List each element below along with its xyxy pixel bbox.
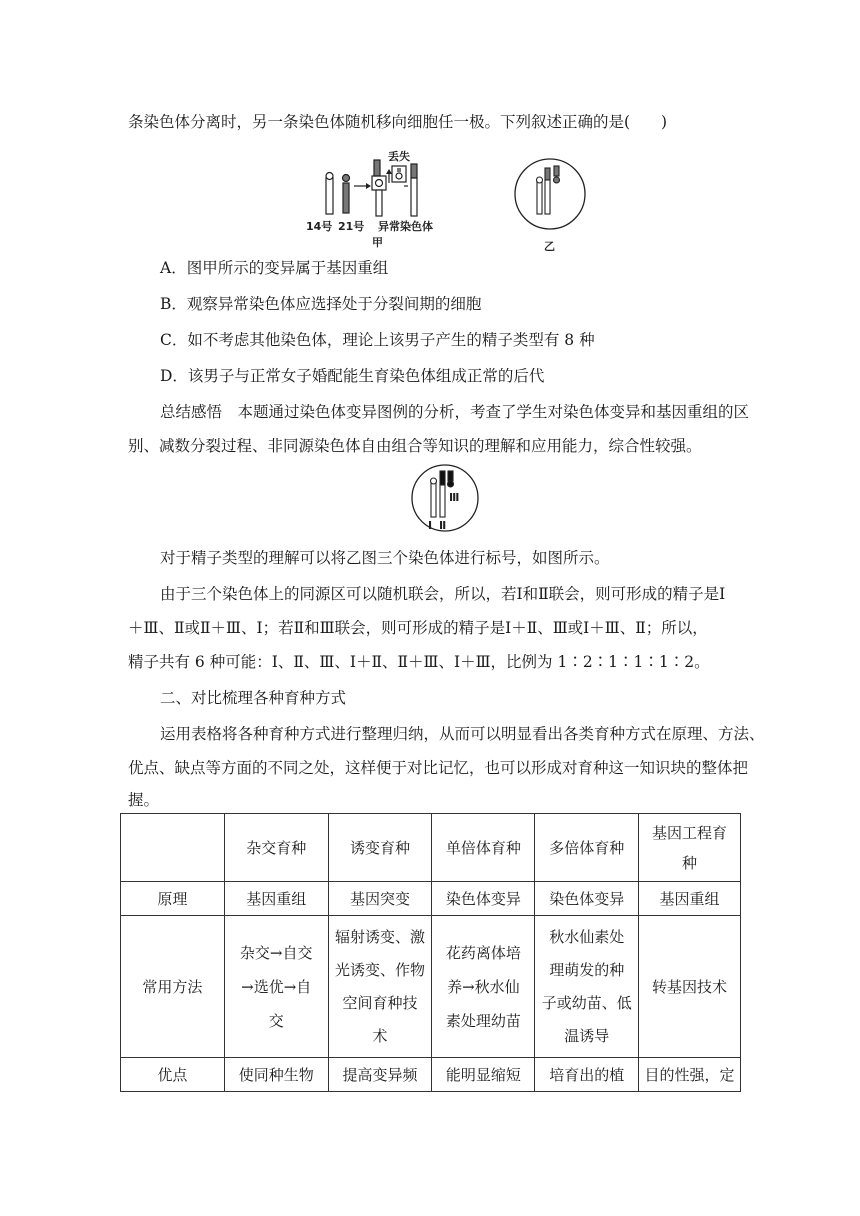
header-polyploid: 多倍体育种 — [535, 814, 639, 882]
option-a: A．图甲所示的变异属于基因重组 — [160, 259, 389, 277]
option-b: B．观察异常染色体应选择处于分裂间期的细胞 — [160, 295, 482, 313]
header-mutation: 诱变育种 — [328, 814, 432, 882]
section-para-3: 握。 — [128, 791, 160, 809]
cell: 使同种生物 — [224, 1058, 328, 1092]
summary-line-2: 别、减数分裂过程、非同源染色体自由组合等知识的理解和应用能力，综合性较强。 — [128, 437, 702, 455]
cell: 能明显缩短 — [432, 1058, 535, 1092]
section-heading: 二、对比梳理各种育种方式 — [160, 689, 347, 707]
table-row — [121, 916, 741, 1058]
cell: 培育出的植 — [535, 1058, 639, 1092]
labeled-chromosome-figure — [408, 461, 482, 535]
row-label-principle: 原理 — [121, 882, 225, 916]
chromosome-14 — [326, 178, 333, 214]
cell: 染色体变异 — [535, 882, 639, 916]
question-stem: 条染色体分离时，另一条染色体随机移向细胞任一极。下列叙述正确的是( ) — [128, 113, 668, 131]
analysis-line-4: 精子共有 6 种可能：Ⅰ、Ⅱ、Ⅲ、Ⅰ＋Ⅱ、Ⅱ＋Ⅲ、Ⅰ＋Ⅲ，比例为 1∶2∶1∶1∶1∶2。 — [128, 653, 710, 671]
cell-method-haploid: 花药离体培 养→秋水仙 素处理幼苗 — [432, 916, 535, 1058]
row-label-advantage: 优点 — [121, 1058, 225, 1092]
section-para-2: 优点、缺点等方面的不同之处，这样便于对比记忆，也可以形成对育种这一知识块的整体把 — [128, 759, 749, 777]
label-roman-2: Ⅱ — [439, 519, 447, 532]
caption-jia: 甲 — [372, 236, 383, 249]
summary-line-1: 总结感悟 本题通过染色体变异图例的分析，考查了学生对染色体变异和基因重组的区 — [160, 403, 750, 421]
analysis-line-2: 由于三个染色体上的同源区可以随机联会，所以，若Ⅰ和Ⅱ联会，则可形成的精子是Ⅰ — [160, 585, 726, 603]
breeding-comparison-table — [120, 813, 741, 1092]
table-row — [121, 1058, 741, 1092]
row-label-method: 常用方法 — [121, 916, 225, 1058]
label-21: 21号 — [338, 220, 365, 233]
option-d: D．该男子与正常女子婚配能生育染色体组成正常的后代 — [160, 367, 545, 385]
analysis-line-3: ＋Ⅲ、Ⅱ或Ⅱ＋Ⅲ、Ⅰ；若Ⅱ和Ⅲ联会，则可形成的精子是Ⅰ＋Ⅱ、Ⅲ或Ⅰ＋Ⅲ、Ⅱ；所以， — [128, 619, 708, 637]
chromosome-21 — [343, 183, 349, 213]
cell: 基因重组 — [224, 882, 328, 916]
cell: 基因重组 — [639, 882, 741, 916]
label-abnormal: 异常染色体 — [378, 220, 433, 233]
label-lost: 丢失 — [388, 150, 410, 163]
cell: 提高变异频 — [328, 1058, 432, 1092]
label-roman-3: Ⅲ — [449, 491, 460, 504]
cell: 目的性强，定 — [639, 1058, 741, 1092]
table-row — [121, 882, 741, 916]
cell-method-mutation: 辐射诱变、激 光诱变、作物 空间育种技 术 — [328, 916, 432, 1058]
analysis-line-1: 对于精子类型的理解可以将乙图三个染色体进行标号，如图所示。 — [160, 549, 610, 567]
header-hybrid: 杂交育种 — [224, 814, 328, 882]
label-14: 14号 — [306, 220, 333, 233]
header-haploid: 单倍体育种 — [432, 814, 535, 882]
cell: 基因突变 — [328, 882, 432, 916]
cell-method-polyploid: 秋水仙素处 理萌发的种 子或幼苗、低 温诱导 — [535, 916, 639, 1058]
cell-method-hybrid: 杂交→自交 →选优→自 交 — [224, 916, 328, 1058]
section-para-1: 运用表格将各种育种方式进行整理归纳，从而可以明显看出各类育种方式在原理、方法、 — [160, 725, 765, 743]
header-genetic: 基因工程育 种 — [639, 814, 741, 882]
table-row — [121, 814, 741, 882]
chromosome-figure — [300, 138, 590, 252]
option-c: C．如不考虑其他染色体，理论上该男子产生的精子类型有 8 种 — [160, 331, 595, 349]
label-roman-1: Ⅰ — [428, 519, 433, 532]
caption-yi: 乙 — [544, 240, 555, 252]
header-empty — [121, 814, 225, 882]
cell-method-genetic: 转基因技术 — [639, 916, 741, 1058]
cell: 染色体变异 — [432, 882, 535, 916]
